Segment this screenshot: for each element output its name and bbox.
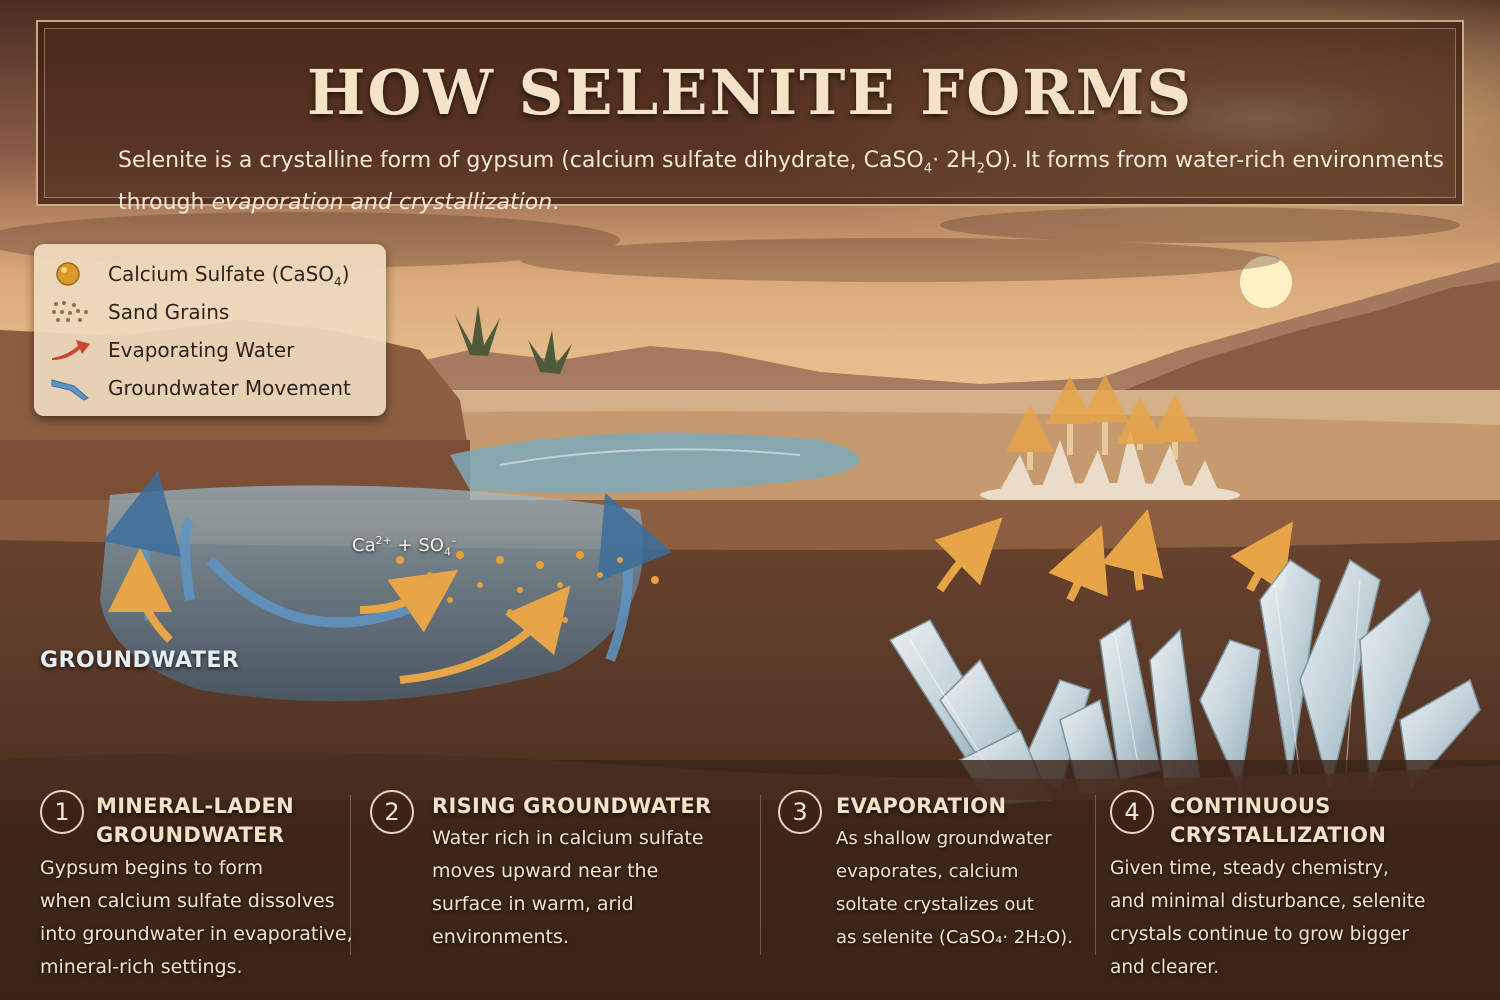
step-description: Water rich in calcium sulfate moves upward near the surface in warm, arid environments. (432, 827, 704, 948)
intro-text: Selenite is a crystalline form of gypsum (calcium sulfate dihydrate, CaSO$_4$· $2H_2O$). It forms from water-rich environments through evaporation and crystallization. (118, 148, 1444, 216)
calcium-sulfate-icon (48, 260, 96, 288)
ion-label: $Ca^{2+} + SO_4^-$ (352, 534, 457, 559)
title-panel (36, 20, 1464, 216)
legend-item-sand-grains: Sand Grains (48, 296, 384, 328)
step-number-badge: 3 (778, 790, 822, 834)
groundwater-label: GROUNDWATER (40, 648, 240, 673)
evaporating-water-icon (48, 336, 96, 364)
step-heading: EVAPORATION (836, 794, 1007, 818)
legend-item-groundwater-movement: Groundwater Movement (48, 372, 384, 404)
sand-grains-icon (48, 298, 96, 326)
step-divider (1095, 795, 1096, 955)
legend (34, 244, 386, 416)
step-number-badge: 1 (40, 790, 84, 834)
step-heading: RISING GROUNDWATER (432, 794, 712, 818)
step-heading: MINERAL-LADEN GROUNDWATER (96, 794, 295, 847)
legend-item-calcium-sulfate: Calcium Sulfate (CaSO$_4$) (48, 258, 384, 290)
step-description: Gypsum begins to form when calcium sulfate dissolves into groundwater in evaporative, mineral-rich settings. (40, 857, 353, 978)
step-number-badge: 2 (370, 790, 414, 834)
legend-item-evaporating-water: Evaporating Water (48, 334, 384, 366)
step-divider (760, 795, 761, 955)
step-heading: CONTINUOUS CRYSTALLIZATION (1170, 794, 1387, 847)
groundwater-movement-icon (48, 374, 96, 402)
page-title: HOW SELENITE FORMS (306, 56, 1194, 129)
intro-emphasis: evaporation and crystallization (211, 190, 553, 216)
step-description: Given time, steady chemistry, and minimal disturbance, selenite crystals continue to grow bigger and clearer. (1110, 858, 1426, 978)
step-number-badge: 4 (1110, 790, 1154, 834)
step-description: As shallow groundwater evaporates, calcium soltate crystalizes out as selenite (CaSO₄· 2H₂O). (836, 828, 1073, 948)
